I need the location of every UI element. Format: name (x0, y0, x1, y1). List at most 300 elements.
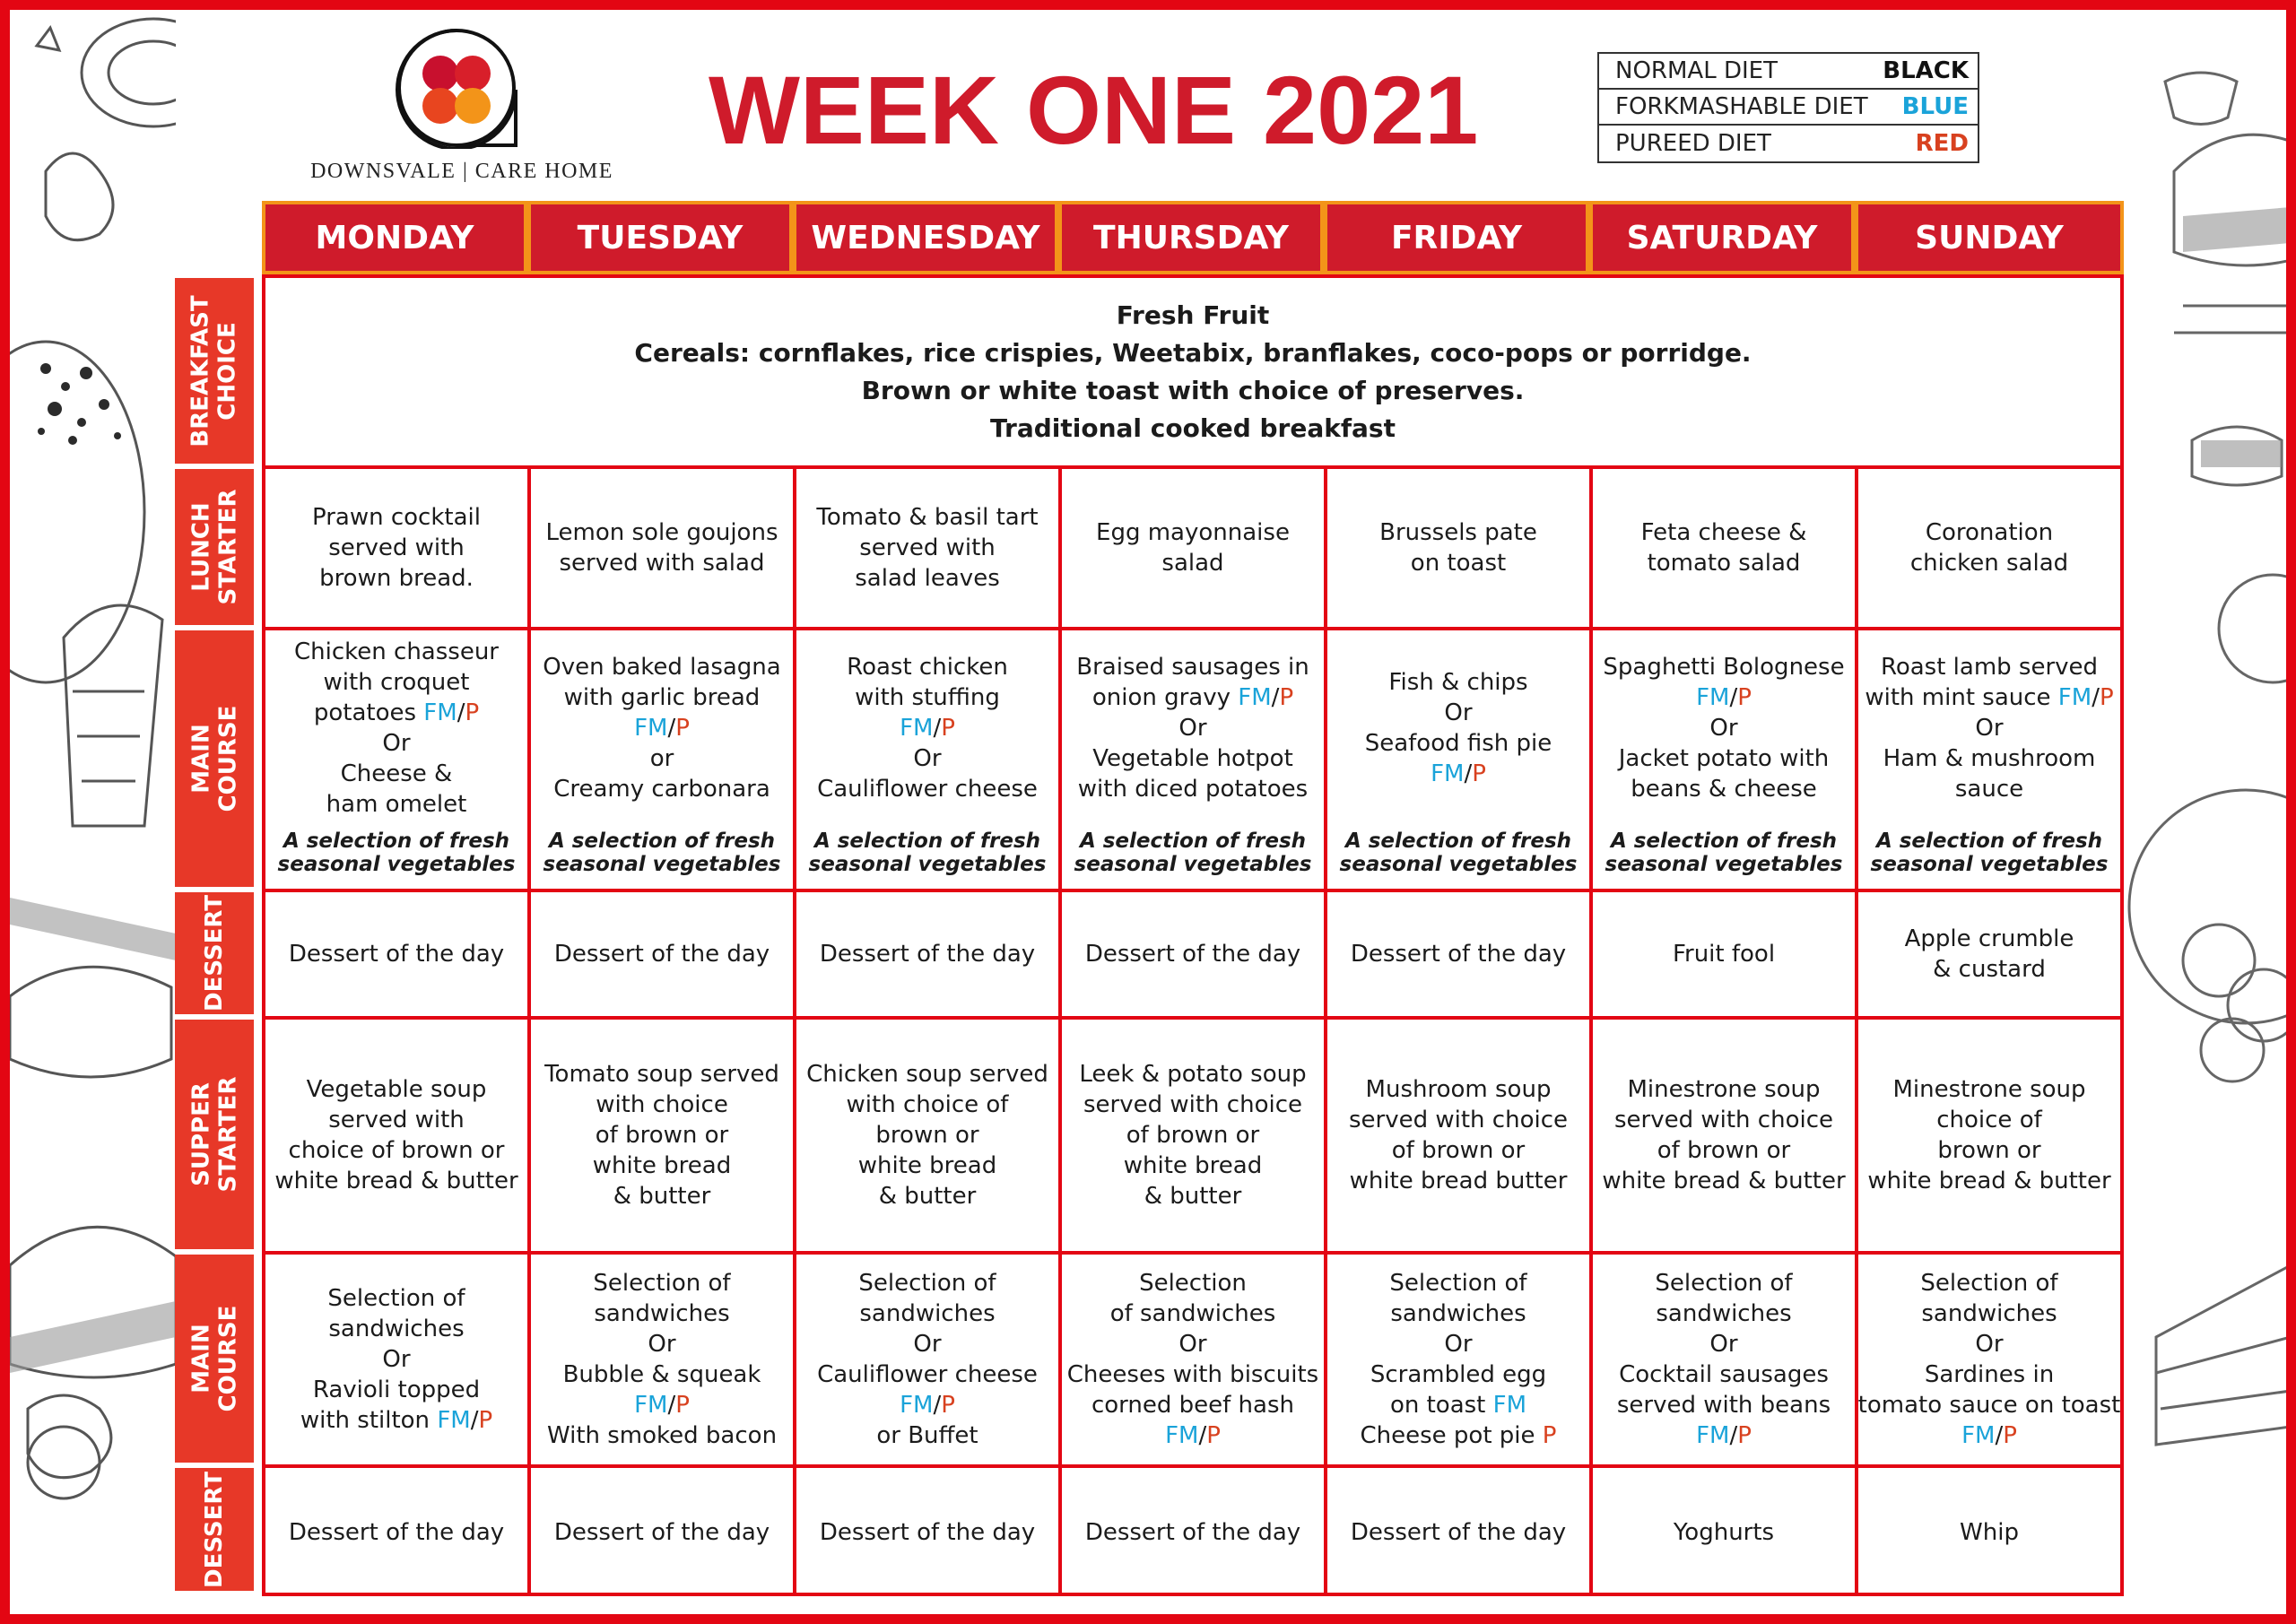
dish-line: Leek & potato soup (1079, 1061, 1307, 1088)
dish-text: Selection of (1655, 1270, 1793, 1297)
dish-line (1865, 774, 2113, 804)
dish-line (294, 728, 499, 759)
day-header-monday (262, 201, 527, 274)
dish-line (817, 682, 1038, 713)
vegetables-note (796, 829, 1058, 876)
dish-line: Tomato soup served (544, 1061, 779, 1088)
decorative-food-sketches-left (10, 10, 176, 1614)
tag-separator: / (2092, 684, 2100, 711)
breakfast-line: Cereals: cornflakes, rice crispies, Weetabix, branflakes, coco-pops or porridge. (634, 337, 1752, 368)
dish-text: Or (382, 1346, 411, 1373)
dish-line: Coronation (1925, 519, 2054, 546)
supper-starter-cell (1593, 1020, 1858, 1255)
dish-text: Selection of (593, 1270, 731, 1297)
dish-line (1603, 652, 1844, 682)
forkmashable-tag: FM (1961, 1422, 1996, 1449)
dish-line (817, 652, 1038, 682)
lunch-starter-cell (1858, 469, 2120, 630)
dish-line (547, 1329, 777, 1359)
dish-line (547, 1390, 777, 1420)
row-label (175, 630, 254, 887)
lunch-dessert-cell (1593, 892, 1858, 1020)
vegetables-note (1593, 829, 1855, 876)
dish-line (817, 1420, 1038, 1451)
pureed-tag: P (1737, 1422, 1752, 1449)
dish-line: served with salad (559, 550, 765, 577)
dish-text: or Buffet (876, 1422, 978, 1449)
vegetables-note (1327, 829, 1589, 876)
lunch-main-course-cell (1327, 630, 1593, 892)
dish-line (1617, 1420, 1831, 1451)
dish-line: served with (328, 1107, 465, 1133)
dish-line: Feta cheese & (1640, 519, 1807, 546)
dish-line (294, 637, 499, 667)
dish-line (1076, 713, 1309, 743)
row-label-text: SUPPER STARTER (187, 1076, 241, 1193)
dish-line: Brussels pate (1379, 519, 1537, 546)
pureed-tag: P (1737, 684, 1752, 711)
dish-text: Ham & mushroom (1883, 745, 2096, 772)
dish-line: white bread (592, 1152, 732, 1179)
dish-text: Or (382, 730, 411, 757)
dish-text: tomato sauce on toast (1857, 1392, 2121, 1419)
forkmashable-tag: FM (1165, 1422, 1199, 1449)
dish-line: of brown or (595, 1122, 729, 1149)
dish-text: of sandwiches (1109, 1300, 1276, 1327)
dish-line (1076, 652, 1309, 682)
dish-text: Or (648, 1331, 676, 1358)
lunch-dessert-cell (1858, 892, 2120, 1020)
vegetables-line: A selection of fresh (548, 829, 776, 853)
pureed-tag: P (675, 715, 690, 742)
dish-line: served with choice (1348, 1107, 1568, 1133)
dish-line: white bread butter (1349, 1168, 1568, 1194)
day-header-thursday (1058, 201, 1324, 274)
row-label (175, 1468, 254, 1591)
dish-line (300, 1283, 492, 1314)
dish-line: of brown or (1391, 1137, 1526, 1164)
row-label (175, 469, 254, 625)
dish-line (1365, 759, 1552, 789)
dish-text: with croquet (323, 669, 470, 696)
dish-line: tomato salad (1647, 550, 1801, 577)
dish-text: With smoked bacon (546, 1422, 778, 1449)
day-label: SATURDAY (1589, 201, 1855, 274)
forkmashable-tag: FM (1696, 684, 1730, 711)
dish-text: Spaghetti Bolognese (1603, 654, 1845, 681)
dish-line: Minestrone soup (1627, 1076, 1821, 1103)
dish-line: Dessert of the day (819, 941, 1036, 968)
lunch-main-course-cell (796, 630, 1062, 892)
dish-line (817, 1359, 1038, 1390)
dish-line: white bread (1123, 1152, 1263, 1179)
breakfast-line: Fresh Fruit (1116, 300, 1270, 330)
legend-row-forkmashable (1599, 90, 1978, 126)
dish-line: Lemon sole goujons (545, 519, 778, 546)
pureed-tag: P (465, 699, 480, 726)
day-header-saturday (1589, 201, 1855, 274)
dish-line: brown or (875, 1122, 979, 1149)
dish-line (1365, 667, 1552, 698)
dish-line: served with choice (1613, 1107, 1833, 1133)
vegetables-line: A selection of fresh (1079, 829, 1307, 853)
dish-text: Cauliflower cheese (817, 776, 1038, 803)
lunch-main-course-cell (265, 630, 531, 892)
supper-main-course-cell (1062, 1255, 1327, 1468)
dish-line: choice of brown or (288, 1137, 505, 1164)
vegetables-line: seasonal vegetables (1074, 853, 1312, 876)
dish-text: Roast chicken (847, 654, 1008, 681)
pureed-tag: P (1542, 1422, 1557, 1449)
dish-line: & custard (1933, 956, 2046, 983)
dish-line: Dessert of the day (288, 941, 505, 968)
legend-label: NORMAL DIET (1615, 57, 1778, 84)
dish-text: sandwiches (1921, 1300, 2057, 1327)
dish-text: Or (1709, 715, 1738, 742)
dish-line (1361, 1329, 1557, 1359)
sketch-art-right-icon (2120, 10, 2286, 1614)
dish-text: Sardines in (1924, 1361, 2055, 1388)
dish-text: Vegetable hotpot (1092, 745, 1293, 772)
tag-separator: / (457, 699, 465, 726)
dish-line (300, 1314, 492, 1344)
tag-separator: / (1271, 684, 1280, 711)
lunch-dessert-cell (531, 892, 796, 1020)
supper-starter-cell (1062, 1020, 1327, 1255)
dish-line: Dessert of the day (1350, 1518, 1567, 1546)
dish-text: on toast (1389, 1392, 1493, 1419)
dish-line: Dessert of the day (1084, 1518, 1301, 1546)
dish-text: Cheeses with biscuits (1066, 1361, 1319, 1388)
diet-legend (1597, 52, 1979, 163)
vegetables-line: seasonal vegetables (808, 853, 1047, 876)
dish-text: Seafood fish pie (1364, 730, 1552, 757)
dish-line (1365, 698, 1552, 728)
vegetables-note (531, 829, 793, 876)
dish-line: brown or (1937, 1137, 2041, 1164)
forkmashable-tag: FM (900, 715, 934, 742)
pureed-tag: P (1472, 760, 1486, 787)
dish-text: Selection of (1389, 1270, 1527, 1297)
vegetables-line: seasonal vegetables (1339, 853, 1578, 876)
legend-color: BLACK (1883, 57, 1969, 84)
page-title: WEEK ONE 2021 (709, 56, 1479, 164)
dish-line (1361, 1359, 1557, 1390)
dish-line: Dessert of the day (1350, 941, 1567, 968)
forkmashable-tag: FM (634, 1392, 668, 1419)
forkmashable-tag: FM (437, 1407, 471, 1434)
dish-line (817, 774, 1038, 804)
dish-text: Creamy carbonara (553, 776, 770, 803)
tag-separator: / (1729, 684, 1738, 711)
tag-separator: / (1464, 760, 1473, 787)
tag-separator: / (470, 1407, 479, 1434)
vegetables-note (1062, 829, 1324, 876)
row-label (175, 892, 254, 1014)
supper-dessert-cell (265, 1468, 531, 1596)
tag-separator: / (933, 715, 942, 742)
vegetables-line: seasonal vegetables (1870, 853, 2109, 876)
dish-line (1067, 1298, 1318, 1329)
lunch-starter-cell (796, 469, 1062, 630)
supper-main-course-cell (1858, 1255, 2120, 1468)
dish-text: Cheese pot pie (1360, 1422, 1543, 1449)
forkmashable-tag: FM (1238, 684, 1272, 711)
dish-text: with stuffing (855, 684, 1000, 711)
dish-line (294, 698, 499, 728)
dish-line: white bread & butter (1602, 1168, 1846, 1194)
dish-text: beans & cheese (1631, 776, 1817, 803)
lunch-main-course-cell (1858, 630, 2120, 892)
dish-text: sandwiches (859, 1300, 996, 1327)
dish-line (294, 759, 499, 789)
day-label: TUESDAY (527, 201, 793, 274)
day-header-tuesday (527, 201, 793, 274)
day-label: FRIDAY (1324, 201, 1589, 274)
dish-line: Apple crumble (1904, 925, 2074, 952)
day-label: MONDAY (262, 201, 527, 274)
weekly-menu-grid (175, 201, 2125, 1597)
breakfast-choice-cell (265, 278, 2120, 469)
pureed-tag: P (941, 1392, 955, 1419)
dish-line: chicken salad (1909, 550, 2069, 577)
row-label (175, 278, 254, 464)
dish-line (1603, 743, 1844, 774)
dish-line (1067, 1268, 1318, 1298)
vegetables-line: seasonal vegetables (1605, 853, 1843, 876)
dish-line (817, 743, 1038, 774)
dish-text: Cocktail sausages (1619, 1361, 1829, 1388)
dish-text: Selection of (1920, 1270, 2058, 1297)
dish-text: Or (1444, 1331, 1473, 1358)
dish-line (817, 1298, 1038, 1329)
dish-line: Fruit fool (1672, 941, 1776, 968)
dish-line (817, 1268, 1038, 1298)
dish-line: salad leaves (855, 565, 1000, 592)
dish-line (1361, 1268, 1557, 1298)
day-header-wednesday (793, 201, 1058, 274)
dish-text: Jacket potato with (1618, 745, 1830, 772)
dish-line: & butter (613, 1183, 711, 1210)
dish-line: Mushroom soup (1365, 1076, 1552, 1103)
supper-dessert-cell (531, 1468, 796, 1596)
dish-line: served with (328, 534, 465, 561)
dish-line: white bread & butter (1867, 1168, 2111, 1194)
dish-line: & butter (878, 1183, 977, 1210)
dish-line (294, 789, 499, 820)
dish-line: white bread & butter (274, 1168, 518, 1194)
tag-separator: / (1198, 1422, 1207, 1449)
dish-line (1603, 774, 1844, 804)
dish-line (1617, 1329, 1831, 1359)
dish-line (1858, 1390, 2121, 1420)
forkmashable-tag: FM (900, 1392, 934, 1419)
supper-starter-cell (1327, 1020, 1593, 1255)
tag-separator: / (667, 715, 676, 742)
dish-line: choice of (1936, 1107, 2042, 1133)
dish-line (1076, 743, 1309, 774)
forkmashable-tag: FM (1492, 1392, 1527, 1419)
dish-line: Tomato & basil tart (816, 504, 1039, 531)
dish-text: Or (1178, 715, 1207, 742)
dish-line (817, 713, 1038, 743)
vegetables-line: seasonal vegetables (277, 853, 516, 876)
day-header-sunday (1855, 201, 2124, 274)
dish-text: corned beef hash (1091, 1392, 1294, 1419)
row-label-text: MAIN COURSE (187, 1305, 241, 1412)
dish-line (543, 652, 780, 682)
dish-text: Ravioli topped (312, 1376, 481, 1403)
supper-main-course-cell (796, 1255, 1062, 1468)
dish-text: Roast lamb served (1880, 654, 2099, 681)
lunch-main-course-cell (1062, 630, 1327, 892)
dish-line: on toast (1410, 550, 1507, 577)
dish-line (1365, 728, 1552, 759)
dish-text: with garlic bread (563, 684, 761, 711)
legend-color: RED (1915, 130, 1969, 157)
dish-text: Cheese & (340, 760, 453, 787)
row-label (175, 1020, 254, 1249)
dish-text: or (649, 745, 674, 772)
dish-line (300, 1375, 492, 1405)
lunch-main-course-cell (1593, 630, 1858, 892)
dish-line: Prawn cocktail (312, 504, 481, 531)
lunch-starter-cell (265, 469, 531, 630)
dish-line (1865, 682, 2113, 713)
dish-text: Cauliflower cheese (817, 1361, 1038, 1388)
dish-text: Or (1975, 1331, 2004, 1358)
row-label-text: LUNCH STARTER (187, 489, 241, 605)
supper-dessert-cell (1593, 1468, 1858, 1596)
dish-text: ham omelet (326, 791, 467, 818)
dish-text: served with beans (1616, 1392, 1831, 1419)
dish-line (1858, 1329, 2121, 1359)
dish-line (1858, 1298, 2121, 1329)
pureed-tag: P (1279, 684, 1294, 711)
legend-color: BLUE (1901, 93, 1969, 120)
supper-main-course-cell (265, 1255, 531, 1468)
row-label-text: DESSERT (201, 895, 229, 1012)
row-label-text: MAIN COURSE (187, 705, 241, 812)
dish-line: salad (1161, 550, 1224, 577)
tag-separator: / (667, 1392, 676, 1419)
dish-text: Or (1178, 1331, 1207, 1358)
dish-line (1617, 1298, 1831, 1329)
dish-line: served with (859, 534, 996, 561)
supper-starter-cell (531, 1020, 796, 1255)
vegetables-note (265, 829, 527, 876)
dish-text: sandwiches (1390, 1300, 1526, 1327)
dish-line (1865, 713, 2113, 743)
dish-line: Vegetable soup (306, 1076, 487, 1103)
legend-label: FORKMASHABLE DIET (1615, 93, 1868, 120)
lunch-dessert-cell (1327, 892, 1593, 1020)
vegetables-line: A selection of fresh (1610, 829, 1838, 853)
pureed-tag: P (675, 1392, 690, 1419)
dish-line: Dessert of the day (553, 1518, 770, 1546)
dish-line (543, 682, 780, 713)
vegetables-line: A selection of fresh (283, 829, 510, 853)
row-label (175, 1255, 254, 1463)
dish-line (1067, 1329, 1318, 1359)
dish-text: Fish & chips (1388, 669, 1528, 696)
vegetables-note (1858, 829, 2120, 876)
vegetables-line: A selection of fresh (1875, 829, 2103, 853)
dish-line (547, 1420, 777, 1451)
dish-line: with choice of (846, 1091, 1009, 1118)
vegetables-line: A selection of fresh (813, 829, 1041, 853)
supper-dessert-cell (1858, 1468, 2120, 1596)
pureed-tag: P (2003, 1422, 2017, 1449)
forkmashable-tag: FM (2057, 684, 2092, 711)
dish-line: with choice (596, 1091, 728, 1118)
clover-logo-icon (393, 27, 520, 149)
tag-separator: / (933, 1392, 942, 1419)
supper-main-course-cell (1593, 1255, 1858, 1468)
forkmashable-tag: FM (634, 715, 668, 742)
forkmashable-tag: FM (423, 699, 457, 726)
pureed-tag: P (1206, 1422, 1221, 1449)
dish-line: Yoghurts (1673, 1518, 1775, 1546)
dish-text: with diced potatoes (1077, 776, 1309, 803)
dish-line (817, 1390, 1038, 1420)
lunch-dessert-cell (796, 892, 1062, 1020)
dish-text: sandwiches (594, 1300, 730, 1327)
lunch-starter-cell (1062, 469, 1327, 630)
dish-line: of brown or (1657, 1137, 1791, 1164)
legend-label: PUREED DIET (1615, 130, 1771, 157)
dish-line (543, 774, 780, 804)
dish-line: brown bread. (319, 565, 474, 592)
dish-line (1865, 652, 2113, 682)
dish-line (1067, 1420, 1318, 1451)
dish-text: with stilton (300, 1407, 438, 1434)
lunch-starter-cell (1593, 469, 1858, 630)
brand-name: DOWNSVALE | CARE HOME (310, 160, 613, 183)
dish-text: sandwiches (1656, 1300, 1792, 1327)
dish-line (1067, 1390, 1318, 1420)
dish-text: Scrambled egg (1370, 1361, 1547, 1388)
dish-text: Bubble & squeak (562, 1361, 761, 1388)
dish-line (1361, 1390, 1557, 1420)
dish-line (300, 1344, 492, 1375)
dish-text: Or (913, 1331, 942, 1358)
pureed-tag: P (478, 1407, 493, 1434)
lunch-dessert-cell (265, 892, 531, 1020)
dish-text: Chicken chasseur (294, 638, 499, 665)
supper-starter-cell (265, 1020, 531, 1255)
dish-line: white bread (857, 1152, 997, 1179)
forkmashable-tag: FM (1696, 1422, 1730, 1449)
tag-separator: / (1729, 1422, 1738, 1449)
dish-text: Selection of (858, 1270, 996, 1297)
dish-line: Dessert of the day (819, 1518, 1036, 1546)
dish-line (547, 1268, 777, 1298)
forkmashable-tag: FM (1431, 760, 1465, 787)
sketch-art-left-icon (10, 10, 176, 1614)
dish-line (1603, 682, 1844, 713)
dish-text: sandwiches (328, 1316, 465, 1342)
dish-line (1617, 1268, 1831, 1298)
dish-text: Selection (1139, 1270, 1247, 1297)
menu-cells (262, 274, 2124, 1596)
tag-separator: / (1995, 1422, 2004, 1449)
dish-line (1603, 713, 1844, 743)
pureed-tag: P (2099, 684, 2114, 711)
dish-text: Oven baked lasagna (543, 654, 781, 681)
dish-line: Minestrone soup (1892, 1076, 2086, 1103)
dish-line (1858, 1268, 2121, 1298)
